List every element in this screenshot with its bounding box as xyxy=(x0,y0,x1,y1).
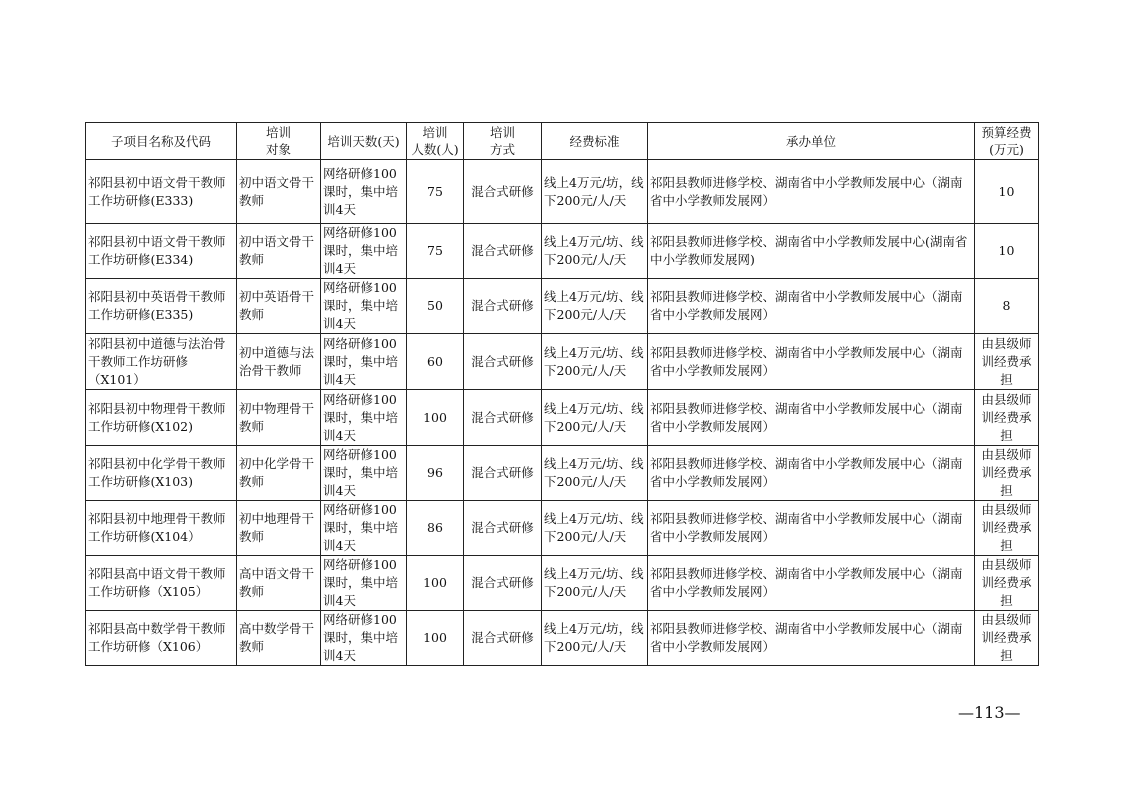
cell-name: 祁阳县初中语文骨干教师工作坊研修(E333) xyxy=(86,160,237,224)
cell-days: 网络研修100课时，集中培训4天 xyxy=(321,160,407,224)
cell-standard: 线上4万元/坊、线下200元/人/天 xyxy=(542,334,648,390)
cell-count: 96 xyxy=(407,446,464,501)
table-row xyxy=(86,446,1039,501)
header-method: 培训 方式 xyxy=(464,123,542,160)
training-projects-table xyxy=(85,122,1039,666)
table-row xyxy=(86,556,1039,611)
header-target: 培训 对象 xyxy=(237,123,321,160)
table-row xyxy=(86,160,1039,224)
cell-standard: 线上4万元/坊、线下200元/人/天 xyxy=(542,556,648,611)
cell-standard: 线上4万元/坊，线下200元/人/天 xyxy=(542,611,648,666)
table-row xyxy=(86,611,1039,666)
cell-count: 60 xyxy=(407,334,464,390)
cell-standard: 线上4万元/坊、线下200元/人/天 xyxy=(542,446,648,501)
cell-standard: 线上4万元/坊、线下200元/人/天 xyxy=(542,279,648,334)
cell-name: 祁阳县初中地理骨干教师工作坊研修(X104） xyxy=(86,501,237,556)
cell-organizer: 祁阳县教师进修学校、湖南省中小学教师发展中心（湖南省中小学教师发展网） xyxy=(648,334,975,390)
cell-budget: 10 xyxy=(975,224,1039,279)
header-standard: 经费标准 xyxy=(542,123,648,160)
header-count: 培训 人数(人) xyxy=(407,123,464,160)
cell-name: 祁阳县初中英语骨干教师工作坊研修(E335) xyxy=(86,279,237,334)
cell-method: 混合式研修 xyxy=(464,611,542,666)
cell-days: 网络研修100课时，集中培训4天 xyxy=(321,501,407,556)
cell-standard: 线上4万元/坊、线下200元/人/天 xyxy=(542,224,648,279)
cell-budget: 由县级师训经费承担 xyxy=(975,390,1039,446)
cell-method: 混合式研修 xyxy=(464,279,542,334)
cell-count: 75 xyxy=(407,160,464,224)
table-row xyxy=(86,501,1039,556)
cell-target: 初中物理骨干教师 xyxy=(237,390,321,446)
cell-name: 祁阳县初中物理骨干教师工作坊研修(X102) xyxy=(86,390,237,446)
cell-method: 混合式研修 xyxy=(464,160,542,224)
table-row xyxy=(86,334,1039,390)
cell-standard: 线上4万元/坊、线下200元/人/天 xyxy=(542,390,648,446)
cell-target: 初中道德与法治骨干教师 xyxy=(237,334,321,390)
cell-name: 祁阳县初中语文骨干教师工作坊研修(E334) xyxy=(86,224,237,279)
table-row xyxy=(86,224,1039,279)
header-days: 培训天数(天) xyxy=(321,123,407,160)
cell-days: 网络研修100课时，集中培训4天 xyxy=(321,334,407,390)
cell-target: 初中语文骨干教师 xyxy=(237,224,321,279)
cell-target: 初中化学骨干教师 xyxy=(237,446,321,501)
cell-name: 祁阳县高中数学骨干教师工作坊研修（X106） xyxy=(86,611,237,666)
cell-target: 初中英语骨干教师 xyxy=(237,279,321,334)
cell-organizer: 祁阳县教师进修学校、湖南省中小学教师发展中心（湖南省中小学教师发展网） xyxy=(648,556,975,611)
cell-method: 混合式研修 xyxy=(464,556,542,611)
cell-organizer: 祁阳县教师进修学校、湖南省中小学教师发展中心（湖南省中小学教师发展网） xyxy=(648,279,975,334)
cell-days: 网络研修100课时，集中培训4天 xyxy=(321,390,407,446)
cell-budget: 10 xyxy=(975,160,1039,224)
cell-organizer: 祁阳县教师进修学校、湖南省中小学教师发展中心(湖南省中小学教师发展网) xyxy=(648,224,975,279)
cell-target: 高中语文骨干教师 xyxy=(237,556,321,611)
cell-budget: 由县级师训经费承担 xyxy=(975,446,1039,501)
page-number: —113— xyxy=(958,703,1021,722)
cell-days: 网络研修100课时，集中培训4天 xyxy=(321,446,407,501)
cell-budget: 由县级师训经费承担 xyxy=(975,334,1039,390)
cell-count: 75 xyxy=(407,224,464,279)
cell-standard: 线上4万元/坊，线下200元/人/天 xyxy=(542,160,648,224)
cell-name: 祁阳县初中道德与法治骨干教师工作坊研修（X101） xyxy=(86,334,237,390)
header-budget: 预算经费 (万元) xyxy=(975,123,1039,160)
cell-count: 50 xyxy=(407,279,464,334)
cell-name: 祁阳县高中语文骨干教师工作坊研修（X105） xyxy=(86,556,237,611)
cell-budget: 由县级师训经费承担 xyxy=(975,556,1039,611)
cell-organizer: 祁阳县教师进修学校、湖南省中小学教师发展中心（湖南省中小学教师发展网） xyxy=(648,446,975,501)
table-row xyxy=(86,390,1039,446)
cell-method: 混合式研修 xyxy=(464,390,542,446)
header-organizer: 承办单位 xyxy=(648,123,975,160)
cell-count: 100 xyxy=(407,611,464,666)
cell-method: 混合式研修 xyxy=(464,446,542,501)
cell-organizer: 祁阳县教师进修学校、湖南省中小学教师发展中心（湖南省中小学教师发展网） xyxy=(648,160,975,224)
cell-budget: 由县级师训经费承担 xyxy=(975,611,1039,666)
cell-count: 86 xyxy=(407,501,464,556)
cell-standard: 线上4万元/坊、线下200元/人/天 xyxy=(542,501,648,556)
cell-name: 祁阳县初中化学骨干教师工作坊研修(X103) xyxy=(86,446,237,501)
cell-organizer: 祁阳县教师进修学校、湖南省中小学教师发展中心（湖南省中小学教师发展网） xyxy=(648,501,975,556)
header-row xyxy=(86,123,1039,160)
cell-days: 网络研修100课时，集中培训4天 xyxy=(321,611,407,666)
table-row xyxy=(86,279,1039,334)
cell-budget: 由县级师训经费承担 xyxy=(975,501,1039,556)
cell-method: 混合式研修 xyxy=(464,334,542,390)
cell-method: 混合式研修 xyxy=(464,501,542,556)
cell-target: 高中数学骨干教师 xyxy=(237,611,321,666)
cell-count: 100 xyxy=(407,556,464,611)
cell-days: 网络研修100课时，集中培训4天 xyxy=(321,279,407,334)
cell-days: 网络研修100课时，集中培训4天 xyxy=(321,224,407,279)
cell-days: 网络研修100课时，集中培训4天 xyxy=(321,556,407,611)
header-name: 子项目名称及代码 xyxy=(86,123,237,160)
cell-method: 混合式研修 xyxy=(464,224,542,279)
cell-target: 初中地理骨干教师 xyxy=(237,501,321,556)
cell-target: 初中语文骨干教师 xyxy=(237,160,321,224)
cell-organizer: 祁阳县教师进修学校、湖南省中小学教师发展中心（湖南省中小学教师发展网） xyxy=(648,390,975,446)
cell-budget: 8 xyxy=(975,279,1039,334)
cell-organizer: 祁阳县教师进修学校、湖南省中小学教师发展中心（湖南省中小学教师发展网） xyxy=(648,611,975,666)
cell-count: 100 xyxy=(407,390,464,446)
